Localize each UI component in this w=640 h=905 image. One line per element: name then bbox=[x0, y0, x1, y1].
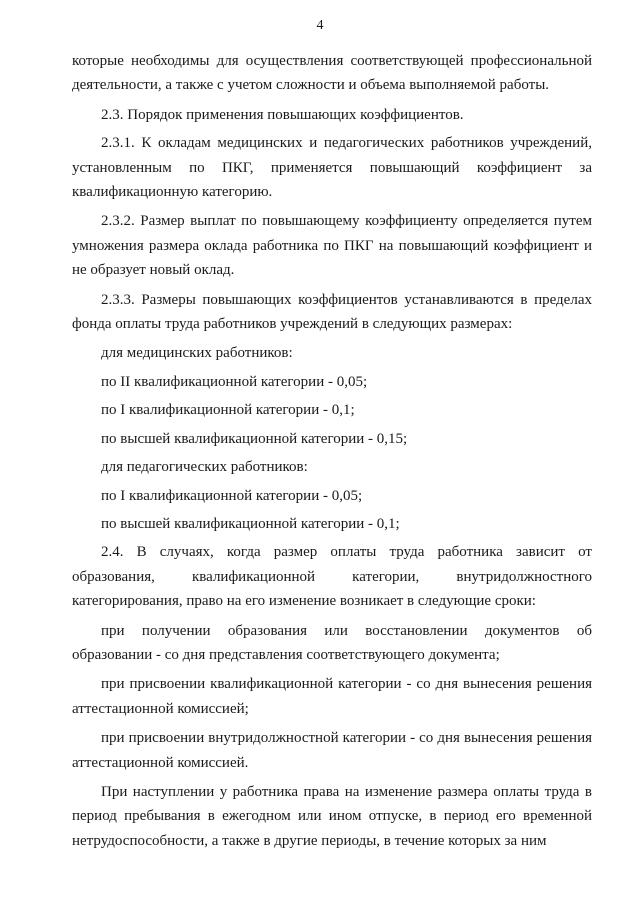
document-body bbox=[72, 49, 592, 858]
list-item-medical-1: по I квалификационной категории - 0,1; bbox=[101, 402, 355, 419]
paragraph-internal-category: при присвоении внутридолжностной категории - со дня вынесения решения аттестационной комиссией. bbox=[72, 730, 592, 771]
paragraph-2-3-2: 2.3.2. Размер выплат по повышающему коэффициенту определяется путем умножения размера оклада работника по ПКГ на повышающий коэффициент и не образует новый оклад. bbox=[72, 213, 592, 279]
list-item-pedagogical-1: по I квалификационной категории - 0,05; bbox=[101, 487, 363, 504]
paragraph-2-4: 2.4. В случаях, когда размер оплаты труда работника зависит от образования, квалификационной категории, внутридолжностного категорирования, право на его изменение возникает в следующие сроки: bbox=[72, 544, 592, 610]
paragraph-vacation: При наступлении у работника права на изменение размера оплаты труда в период пребывания в ежегодном или ином отпуске, в период его временной нетрудоспособности, а также в другие периоды, в течение которых за ним bbox=[72, 783, 592, 849]
list-item-medical-2: по II квалификационной категории - 0,05; bbox=[101, 373, 368, 390]
paragraph-qualification: при присвоении квалификационной категории - со дня вынесения решения аттестационной комиссией; bbox=[72, 676, 592, 717]
paragraph-education: при получении образования или восстановлении документов об образовании - со дня представления соответствующего документа; bbox=[72, 622, 592, 663]
paragraph-2-3-1: 2.3.1. К окладам медицинских и педагогических работников учреждений, установленным по ПКГ, применяется повышающий коэффициент за квалификационную категорию. bbox=[72, 135, 592, 201]
list-heading-medical: для медицинских работников: bbox=[101, 345, 293, 362]
page-number: 4 bbox=[316, 18, 324, 33]
paragraph-2-3-3: 2.3.3. Размеры повышающих коэффициентов устанавливаются в пределах фонда оплаты труда работников учреждений в следующих размерах: bbox=[72, 291, 592, 333]
list-item-medical-highest: по высшей квалификационной категории - 0,15; bbox=[101, 430, 408, 447]
list-item-pedagogical-highest: по высшей квалификационной категории - 0,1; bbox=[101, 515, 400, 532]
paragraph-continuation: которые необходимы для осуществления соответствующей профессиональной деятельности, а также с учетом сложности и объема выполняемой работы. bbox=[72, 53, 592, 94]
list-heading-pedagogical: для педагогических работников: bbox=[101, 459, 308, 476]
section-heading-2-3: 2.3. Порядок применения повышающих коэффициентов. bbox=[101, 106, 464, 123]
